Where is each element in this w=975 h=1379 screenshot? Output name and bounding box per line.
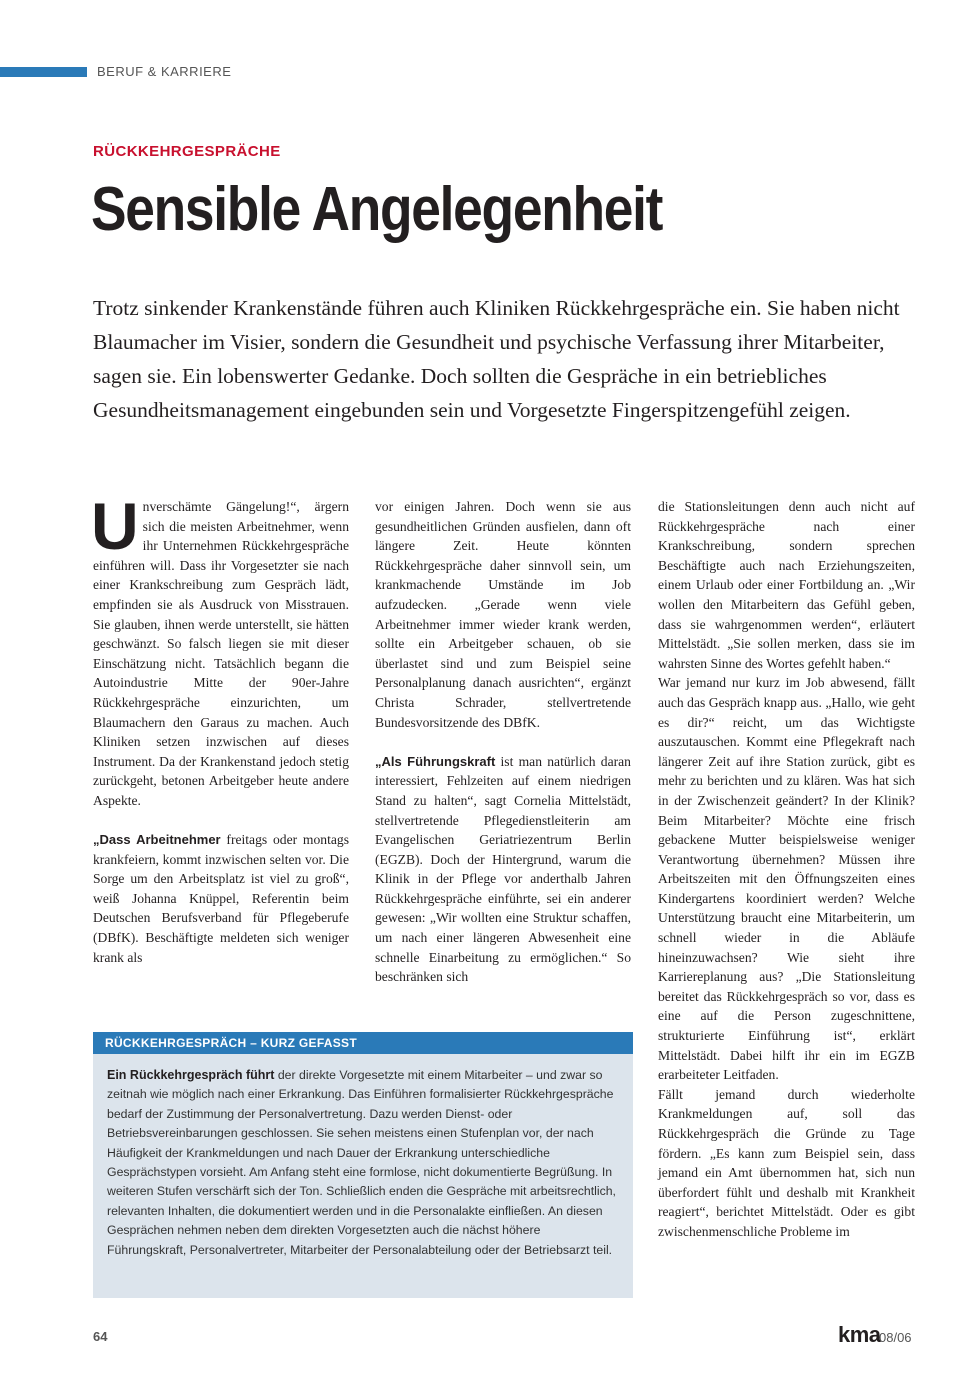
paragraph-text: ist man natürlich daran interessiert, Fehlzeiten auf einem niedrigen Stand zu halten“, sagt Cornelia Mittelstädt, stellvertretende Pflegedienstleiterin am Evangelischen Geriatriezentrum Berlin (EGZB). Doch der Hintergrund, warum die Klinik in der Pflege vor anderthalb Jahren Rückkehrgespräche einführte, sei ein anderer gewesen: „Wir wollten eine Struktur schaffen, um nach einer längeren Abwesenheit eine schnelle Einarbeitung zu ermöglichen.“ So beschränken sich xyxy=(375,753,631,985)
body-column-2 xyxy=(375,497,631,987)
paragraph xyxy=(91,489,349,811)
infobox-text xyxy=(107,1066,620,1260)
article-title: Sensible Angelegenheit xyxy=(91,175,663,244)
body-column-3 xyxy=(658,497,915,1242)
paragraph: Fällt jemand durch wiederholte Krankmeldungen auf, soll das Rückkehrgespräch die Gründe zu Tage fördern. „Es kann zum Beispiel sein, dass jemand ein Amt übernommen hat, sich nun überfordert fühlt und deshalb mit Krankheit reagiert“, berichtet Mittelstädt. Oder es gibt zwischenmenschliche Probleme im xyxy=(658,1086,915,1239)
body-column-1 xyxy=(91,489,349,967)
drop-cap: U xyxy=(91,489,139,563)
paragraph-text: freitags oder montags krankfeiern, kommt inzwischen selten vor. Die Sorge um den Arbeitsplatz ist viel zu groß“, weiß Johanna Knüppel, Referentin beim Deutschen Berufsverband für Pflegeberufe (DBfK). Beschäftigte meldeten sich weniger krank als xyxy=(93,832,349,965)
paragraph xyxy=(93,830,349,967)
page-number: 64 xyxy=(93,1329,108,1344)
article-lead: Trotz sinkender Krankenstände führen auch Kliniken Rückkehrgespräche ein. Sie haben nicht Blaumacher im Visier, sondern die Gesundheit und psychische Verfassung ihrer Mitarbeiter, sagen sie. Ein lobenswerter Gedanke. Doch sollten die Gespräche in ein betriebliches Gesundheitsmanagement eingebunden sein und Vorgesetzte Fingerspitzengefühl zeigen. xyxy=(93,296,900,422)
infobox-title: RÜCKKEHRGESPRÄCH – KURZ GEFASST xyxy=(105,1036,357,1050)
issue-number: 08/06 xyxy=(879,1330,912,1345)
paragraph xyxy=(375,752,631,987)
section-accent-bar xyxy=(0,67,87,77)
section-label: BERUF & KARRIERE xyxy=(97,64,232,79)
paragraph-text: nverschämte Gängelung!“, ärgern sich die meisten Arbeitnehmer, wenn ihr Unternehmen Rückkehrgespräche einführen will. Dass ihr Vorgesetzter sie nach einer Krankschreibung zum Gespräch lädt, empfinden sie als Ausdruck von Misstrauen. Sie glauben, ihnen werde unterstellt, sie hätten geschwänzt. So falsch liegen sie mit dieser Einschätzung nicht. Tatsächlich begann die Autoindustrie Mitte der 90er-Jahre Rückkehrgespräche einzurichten, um Blaumachern den Garaus zu machen. Auch Kliniken setzen inzwischen auf dieses Instrument. Da der Krankenstand jedoch stetig zurückgeht, betonen Arbeitgeber heute andere Aspekte. xyxy=(93,499,349,808)
article-kicker: RÜCKKEHRGESPRÄCHE xyxy=(93,143,281,160)
paragraph-lead-in: „Dass Arbeitnehmer xyxy=(93,832,221,848)
paragraph-lead-in: „Als Führungskraft xyxy=(375,753,496,769)
paragraph: vor einigen Jahren. Doch wenn sie aus gesundheitlichen Gründen ausfielen, dann oft längere Zeit. Heute könnten Rückkehrgespräche daher sinnvoll sein, um krankmachende Umstände im Job aufzudecken. „Gerade wenn viele Arbeitnehmer immer wieder krank werden, sollte ein Arbeitgeber schauen, ob sie überlastet sind und zum Beispiel seine Personalplanung danach ausrichten“, ergänzt Christa Schrader, stellvertretende Bundesvorsitzende des DBfK. xyxy=(375,499,631,730)
magazine-logo: kma xyxy=(838,1322,881,1347)
paragraph: War jemand nur kurz im Job abwesend, fällt auch das Gespräch knapp aus. „Hallo, wie geht es dir?“ reicht, um das Wichtigste auszutauschen. Kommt eine Pflegekraft nach längerer Zeit auf ihre Station zurück, gibt es mehr zu berichten und zu klären. Was hat sich in der Zwischenzeit geändert? In der Klinik? Beim Mitarbeiter? Möchte eine frisch gebackene Mutter beispielsweise weniger Verantwortung übernehmen? Müssen ihre Arbeitszeiten mit den Öffnungszeiten eines Kindergartens koordiniert werden? Welche Unterstützung braucht eine Mitarbeiterin, um schnell wieder in die Abläufe hineinzuwachsen? Wie sieht ihre Karriereplanung aus? „Die Stationsleitung bereitet das Rückkehrgespräch so vor, dass es eine auf die Person zugeschnittene, strukturierte Einführung ist“, erklärt Mittelstädt. Dabei hilft ihr ein im EGZB erarbeiteter Leitfaden. xyxy=(658,675,915,1083)
infobox-body: der direkte Vorgesetzte mit einem Mitarbeiter – und zwar so zeitnah wie möglich nach einer Erkrankung. Das Einführen formalisierter Rückkehrgespräche bedarf der Zustimmung der Personalvertretung. Dazu werden Dienst- oder Betriebsvereinbarungen geschlossen. Sie sehen meistens einen Stufenplan vor, der nach Häufigkeit der Krankmeldungen und nach Dauer der Erkrankung unterschiedliche Gesprächstypen vorsieht. Am Anfang steht eine formlose, nicht dokumentierte Begrüßung. In weiteren Stufen verschärft sich der Ton. Schließlich enden die Gespräche mit arbeitsrechtlich, relevanten Inhalten, die dokumentiert werden und in die Personalakte einfließen. An diesen Gesprächen nehmen neben dem direkten Vorgesetzten auch die nächst höhere Führungskraft, Personalvertreter, Mitarbeiter der Personalabteilung oder der Betriebsarzt teil. xyxy=(107,1068,616,1257)
infobox-lead-in: Ein Rückkehrgespräch führt xyxy=(107,1068,275,1082)
paragraph: die Stationsleitungen denn auch nicht auf Rückkehrgespräche nach einer Krankschreibung, sondern sprechen Beschäftigte auch nach Erziehungszeiten, einem Urlaub oder einer Fortbildung an. „Wir wollen den Mitarbeitern das Gefühl geben, dass sie wahrgenommen werden“, erläutert Mittelstädt. „Sie sollen merken, dass sie im wahrsten Sinne des Wortes gefehlt haben.“ xyxy=(658,499,915,671)
